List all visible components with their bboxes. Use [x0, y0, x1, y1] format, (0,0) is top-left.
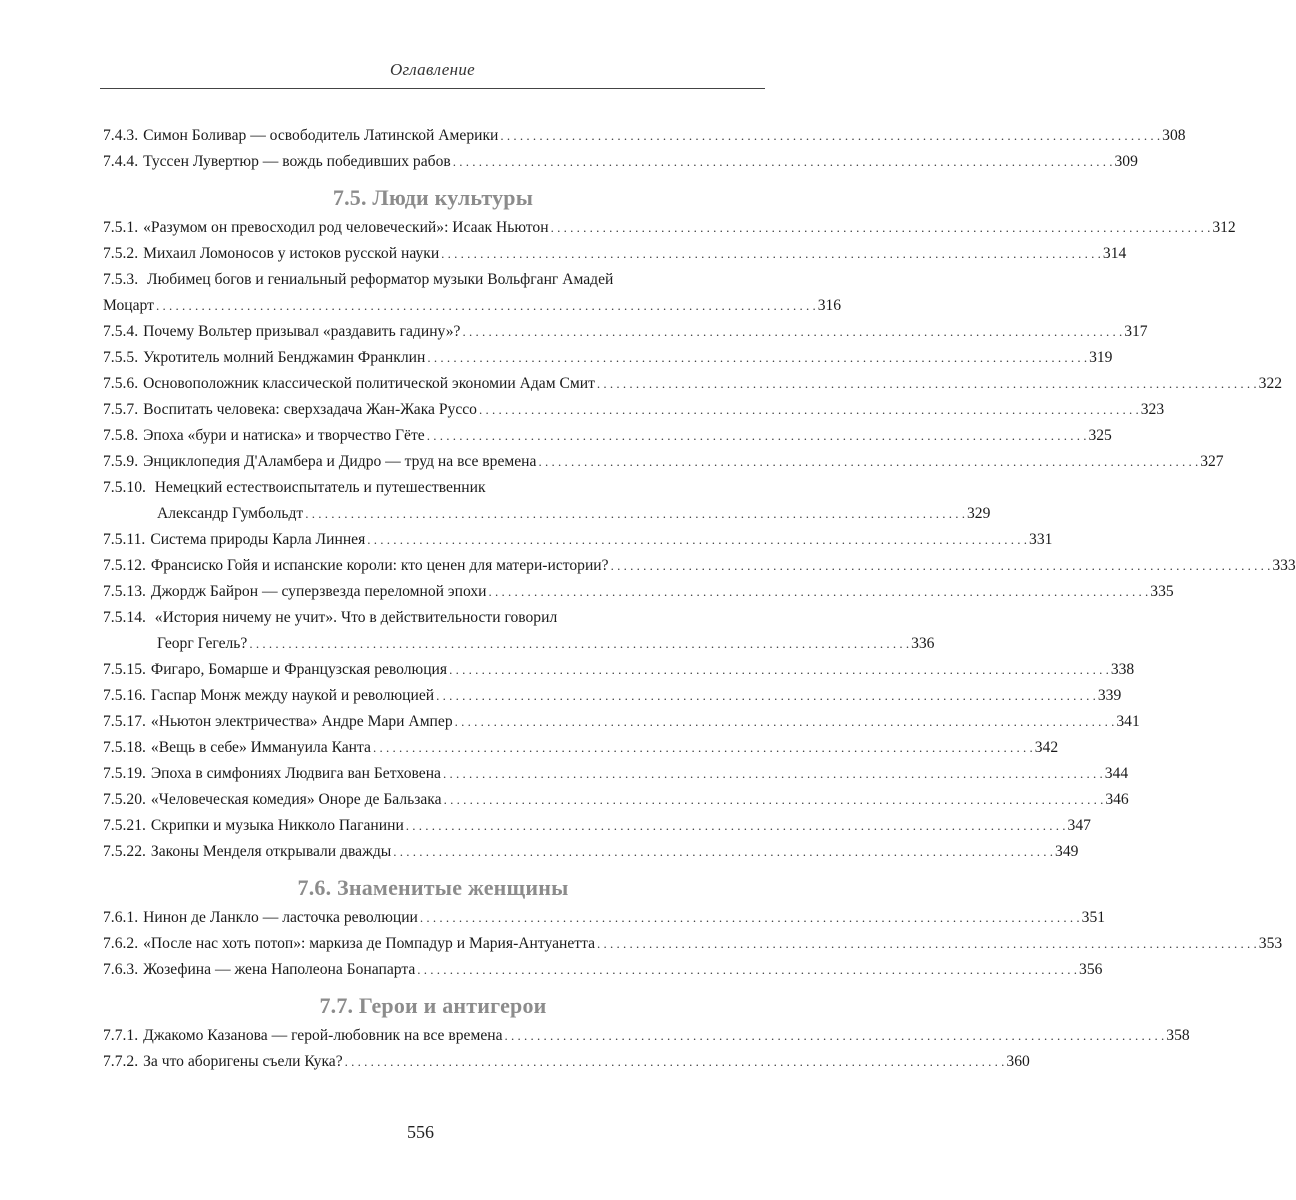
toc-entry-title: Скрипки и музыка Никколо Паганини	[150, 817, 404, 834]
toc-entry[interactable]	[103, 1049, 1030, 1075]
toc-entry-page: 308	[1162, 127, 1186, 144]
toc-entry-title: Система природы Карла Линнея	[150, 531, 366, 548]
dot-leader	[551, 215, 1211, 241]
toc-entry-title: Эпоха «бури и натиска» и творчество Гёте	[143, 427, 425, 444]
toc-entry-title: Симон Боливар — освободитель Латинской Америки	[143, 127, 499, 144]
toc-entry-number: 7.5.3.	[103, 271, 139, 288]
toc-entry[interactable]	[103, 709, 1140, 735]
toc-entry-title-cont: Моцарт	[103, 297, 154, 314]
toc-entry-number: 7.6.2.	[103, 935, 139, 952]
toc-entry-title: Жозефина — жена Наполеона Бонапарта	[143, 961, 416, 978]
page-number: 556	[407, 1122, 434, 1142]
toc-entry[interactable]	[103, 123, 1186, 149]
toc-entry-line1	[103, 605, 763, 631]
toc-entry-number: 7.5.8.	[103, 427, 139, 444]
toc-entry-number: 7.4.4.	[103, 153, 139, 170]
toc-entry[interactable]	[103, 475, 991, 527]
toc-entry-line2	[103, 631, 935, 657]
toc-entry[interactable]	[103, 1023, 1190, 1049]
toc-entry-number: 7.5.6.	[103, 375, 139, 392]
dot-leader	[500, 123, 1160, 149]
toc-entry-page: 353	[1258, 935, 1283, 952]
dot-leader	[538, 449, 1198, 475]
dot-leader	[444, 787, 1104, 813]
toc-entry-title: «После нас хоть потоп»: маркиза де Помпадур и Мария-Антуанетта	[143, 935, 596, 952]
toc-entry-page: 335	[1150, 583, 1174, 600]
dot-leader	[367, 527, 1027, 553]
toc-entry-page: 333	[1272, 557, 1296, 574]
dot-leader	[420, 905, 1080, 931]
dot-leader	[455, 709, 1115, 735]
toc-entry-title: «Вещь в себе» Иммануила Канта	[150, 739, 371, 756]
toc-entry-title: Немецкий естествоиспытатель и путешественник	[154, 479, 486, 496]
toc-entry[interactable]	[103, 813, 1091, 839]
toc-entry-page: 347	[1067, 817, 1091, 834]
dot-leader	[453, 149, 1113, 175]
toc-entry-title: «История ничему не учит». Что в действительности говорил	[154, 609, 558, 626]
toc-entry-number: 7.5.11.	[103, 531, 146, 548]
dot-leader	[611, 553, 1271, 579]
toc-entry-number: 7.7.2.	[103, 1053, 139, 1070]
toc-entry[interactable]	[103, 553, 1296, 579]
toc-entry[interactable]	[103, 905, 1106, 931]
toc-entry-number: 7.5.12.	[103, 557, 146, 574]
toc-entry-number: 7.4.3.	[103, 127, 139, 144]
toc-entry[interactable]	[103, 345, 1113, 371]
toc-entry[interactable]	[103, 931, 1283, 957]
toc-entry[interactable]	[103, 397, 1165, 423]
toc-entry-page: 322	[1258, 375, 1283, 392]
toc-entry-page: 338	[1110, 661, 1135, 678]
dot-leader	[427, 345, 1087, 371]
toc-entry[interactable]	[103, 241, 1127, 267]
toc-entry-title: «Разумом он превосходил род человеческий»: Исаак Ньютон	[143, 219, 549, 236]
toc-entry-page: 319	[1089, 349, 1113, 366]
toc-entry[interactable]	[103, 449, 1224, 475]
toc-entry[interactable]	[103, 761, 1129, 787]
toc-entry-page: 349	[1055, 843, 1079, 860]
toc-entry-page: 316	[817, 297, 842, 314]
dot-leader	[449, 657, 1109, 683]
toc-entry-number: 7.5.19.	[103, 765, 146, 782]
toc-entry[interactable]	[103, 605, 935, 657]
dot-leader	[305, 501, 965, 527]
section-heading: 7.7. Герои и антигерои	[319, 993, 547, 1018]
dot-leader	[462, 319, 1122, 345]
dot-leader	[443, 761, 1103, 787]
toc-entry-page: 329	[966, 505, 991, 522]
toc-entry-page: 325	[1088, 427, 1112, 444]
toc-entry-number: 7.5.9.	[103, 453, 139, 470]
toc-entry-title-cont: Александр Гумбольдт	[157, 505, 304, 522]
toc-entry[interactable]	[103, 735, 1059, 761]
toc-entry-title: Гаспар Монж между наукой и революцией	[150, 687, 435, 704]
table-of-contents	[103, 123, 1296, 1075]
header-rule	[100, 88, 765, 89]
toc-entry-page: 317	[1124, 323, 1148, 340]
toc-entry-number: 7.5.2.	[103, 245, 139, 262]
toc-entry-title: Эпоха в симфониях Людвига ван Бетховена	[150, 765, 441, 782]
toc-entry-title: «Ньютон электричества» Андре Мари Ампер	[150, 713, 453, 730]
toc-entry-number: 7.5.22.	[103, 843, 146, 860]
toc-entry-title: Нинон де Ланкло — ласточка революции	[143, 909, 418, 926]
toc-entry[interactable]	[103, 319, 1148, 345]
dot-leader	[345, 1049, 1005, 1075]
toc-entry-number: 7.5.14.	[103, 609, 146, 626]
toc-entry-title: Законы Менделя открывали дважды	[150, 843, 392, 860]
toc-entry-page: 312	[1212, 219, 1236, 236]
toc-entry-page: 351	[1081, 909, 1106, 926]
dot-leader	[156, 293, 816, 319]
toc-entry-title: Почему Вольтер призывал «раздавить гадину»?	[143, 323, 461, 340]
toc-entry-number: 7.7.1.	[103, 1027, 139, 1044]
toc-entry-number: 7.6.1.	[103, 909, 139, 926]
toc-entry-number: 7.5.4.	[103, 323, 139, 340]
toc-entry-title: Джордж Байрон — суперзвезда переломной эпохи	[150, 583, 487, 600]
toc-entry-number: 7.5.13.	[103, 583, 146, 600]
dot-leader	[505, 1023, 1165, 1049]
toc-entry-line1	[103, 267, 763, 293]
toc-entry-number: 7.5.20.	[103, 791, 146, 808]
toc-entry-page: 346	[1105, 791, 1129, 808]
toc-entry[interactable]	[103, 839, 1079, 865]
toc-entry-number: 7.5.17.	[103, 713, 146, 730]
toc-entry[interactable]	[103, 149, 1138, 175]
toc-entry-line2	[103, 501, 991, 527]
toc-entry-number: 7.5.21.	[103, 817, 146, 834]
toc-entry-page: 339	[1097, 687, 1122, 704]
toc-entry-number: 7.5.5.	[103, 349, 139, 366]
toc-entry-page: 341	[1116, 713, 1140, 730]
toc-entry-number: 7.5.15.	[103, 661, 146, 678]
toc-entry-page: 356	[1079, 961, 1103, 978]
toc-entry-page: 360	[1006, 1053, 1030, 1070]
dot-leader	[436, 683, 1096, 709]
toc-entry-page: 358	[1166, 1027, 1190, 1044]
toc-entry-page: 342	[1034, 739, 1059, 756]
toc-entry-title: За что аборигены съели Кука?	[143, 1053, 343, 1070]
toc-entry[interactable]	[103, 657, 1135, 683]
toc-entry-page: 336	[911, 635, 935, 652]
dot-leader	[597, 931, 1257, 957]
dot-leader	[427, 423, 1087, 449]
toc-entry-number: 7.5.10.	[103, 479, 146, 496]
toc-entry-title: Основоположник классической политической экономии Адам Смит	[143, 375, 595, 392]
toc-entry-page: 323	[1140, 401, 1165, 418]
toc-entry-title: Джакомо Казанова — герой-любовник на все времена	[143, 1027, 503, 1044]
dot-leader	[406, 813, 1066, 839]
toc-entry-page: 344	[1104, 765, 1129, 782]
dot-leader	[597, 371, 1257, 397]
toc-entry-number: 7.5.1.	[103, 219, 139, 236]
dot-leader	[393, 839, 1053, 865]
dot-leader	[489, 579, 1149, 605]
toc-entry[interactable]	[103, 683, 1122, 709]
toc-entry-title: Фигаро, Бомарше и Французская революция	[150, 661, 448, 678]
toc-entry-title: Любимец богов и гениальный реформатор музыки Вольфганг Амадей	[147, 271, 614, 288]
dot-leader	[441, 241, 1101, 267]
toc-entry[interactable]	[103, 527, 1053, 553]
toc-entry-page: 331	[1029, 531, 1053, 548]
running-head: Оглавление	[389, 60, 476, 79]
toc-entry-title-cont: Георг Гегель?	[157, 635, 248, 652]
toc-entry[interactable]	[103, 957, 1103, 983]
toc-entry-line1	[103, 475, 763, 501]
toc-entry-title: Михаил Ломоносов у истоков русской науки	[143, 245, 440, 262]
toc-entry-page: 327	[1200, 453, 1224, 470]
toc-entry-number: 7.5.7.	[103, 401, 139, 418]
toc-entry-title: «Человеческая комедия» Оноре де Бальзака	[150, 791, 442, 808]
toc-entry-number: 7.6.3.	[103, 961, 139, 978]
dot-leader	[417, 957, 1077, 983]
toc-entry[interactable]	[103, 787, 1129, 813]
toc-entry-title: Туссен Лувертюр — вождь победивших рабов	[143, 153, 451, 170]
toc-entry-line2	[103, 293, 842, 319]
toc-entry-title: Франсиско Гойя и испанские короли: кто ценен для матери-истории?	[150, 557, 609, 574]
toc-entry-page: 314	[1102, 245, 1127, 262]
toc-entry-title: Воспитать человека: сверхзадача Жан-Жака Руссо	[143, 401, 477, 418]
section-heading: 7.6. Знаменитые женщины	[297, 875, 569, 900]
dot-leader	[249, 631, 909, 657]
toc-entry[interactable]	[103, 215, 1236, 241]
section-heading: 7.5. Люди культуры	[332, 185, 534, 210]
toc-entry-number: 7.5.18.	[103, 739, 146, 756]
toc-entry-number: 7.5.16.	[103, 687, 146, 704]
toc-entry[interactable]	[103, 423, 1112, 449]
toc-entry-title: Укротитель молний Бенджамин Франклин	[143, 349, 426, 366]
dot-leader	[373, 735, 1033, 761]
toc-entry-title: Энциклопедия Д'Аламбера и Дидро — труд на все времена	[143, 453, 537, 470]
toc-entry-page: 309	[1114, 153, 1138, 170]
toc-entry[interactable]	[103, 267, 842, 319]
dot-leader	[479, 397, 1139, 423]
toc-entry[interactable]	[103, 579, 1174, 605]
toc-entry[interactable]	[103, 371, 1283, 397]
